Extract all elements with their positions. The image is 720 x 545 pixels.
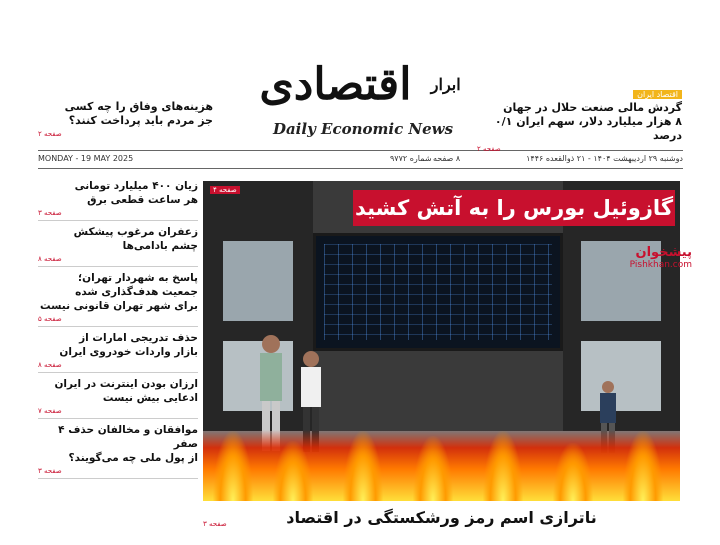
page-ref: صفحه ۲ xyxy=(477,145,501,153)
divider xyxy=(38,168,683,169)
top-left-story[interactable] xyxy=(38,100,213,138)
left-column xyxy=(38,175,198,479)
bottom-headline[interactable]: ناترازی اسم رمز ورشکستگی در اقتصاد xyxy=(286,508,597,527)
headline-line: ۸ هزار میلیارد دلار، سهم ایران ۰/۱ درصد xyxy=(494,115,682,142)
flame xyxy=(483,431,523,501)
page-count: ۸ صفحه xyxy=(433,154,461,163)
top-right-story[interactable] xyxy=(477,82,682,153)
photo-page-ref: صفحه ۴ xyxy=(210,186,240,194)
issue-number: شماره ۹۷۷۲ xyxy=(390,154,432,163)
news-headline-line: پاسخ به شهردار تهران؛ xyxy=(77,272,198,284)
flame xyxy=(623,431,663,501)
stock-board xyxy=(313,233,563,351)
page-ref: صفحه ۵ xyxy=(38,315,62,323)
section-tag: اقتصاد ایران xyxy=(633,90,682,99)
news-headline-line: موافقان و مخالفان حذف ۴ صفر xyxy=(58,424,198,450)
date-fa: دوشنبه ۲۹ اردیبهشت ۱۴۰۴ - ۲۱ ذوالقعده ۱۴۴۶ xyxy=(526,154,683,163)
page-ref: صفحه ۲ xyxy=(38,130,62,138)
news-headline-line: ادعایی بیش نیست xyxy=(102,392,198,404)
news-headline-line: جمعیت هدف‌گذاری شده xyxy=(75,286,198,298)
news-item[interactable] xyxy=(38,221,198,267)
page-ref: صفحه ۸ xyxy=(38,255,62,263)
watermark-fa: پیشخوان xyxy=(635,245,692,260)
masthead-prefix: ابرار xyxy=(430,75,461,94)
masthead-title-fa: اقتصادی xyxy=(259,59,412,110)
stock-board-grid xyxy=(324,244,552,340)
news-headline-line: زیان ۴۰۰ میلیارد تومانی xyxy=(74,180,198,192)
news-headline-line: بازار واردات خودروی ایران xyxy=(59,346,198,358)
masthead-title xyxy=(255,60,465,110)
fire-overlay xyxy=(203,430,680,501)
news-item[interactable] xyxy=(38,267,198,327)
masthead-title-en: Daily Economic News xyxy=(272,120,454,138)
page-ref: صفحه ۳ xyxy=(203,520,227,528)
page-ref: صفحه ۷ xyxy=(38,407,62,415)
flame xyxy=(273,441,313,501)
watermark xyxy=(630,245,692,270)
flame xyxy=(553,443,593,501)
news-headline-line: چشم بادامی‌ها xyxy=(122,240,198,252)
main-headline[interactable]: گازوئیل بورس را به آتش کشید xyxy=(353,190,675,226)
news-item[interactable] xyxy=(38,327,198,373)
news-headline-line: ارزان بودن اینترنت در ایران xyxy=(54,378,198,390)
news-item[interactable] xyxy=(38,419,198,479)
date-en: MONDAY - 19 MAY 2025 xyxy=(38,154,134,163)
page-ref: صفحه ۳ xyxy=(38,209,62,217)
flame xyxy=(213,431,253,501)
headline-line: گردش مالی صنعت حلال در جهان xyxy=(503,101,682,114)
page-ref: صفحه ۳ xyxy=(38,467,62,475)
news-headline-line: برای شهر تهران قانونی نیست xyxy=(39,300,198,312)
news-headline-line: زعفران مرغوب پیشکش xyxy=(73,226,198,238)
news-item[interactable] xyxy=(38,175,198,221)
flame xyxy=(413,436,453,501)
news-headline-line: هر ساعت قطعی برق xyxy=(87,194,198,206)
watermark-en: Pishkhan.com xyxy=(629,260,692,270)
headline-line: جز مردم باید پرداخت کنند؟ xyxy=(68,114,213,127)
flame xyxy=(343,431,383,501)
news-item[interactable] xyxy=(38,373,198,419)
news-headline-line: از پول ملی چه می‌گویند؟ xyxy=(68,452,198,464)
news-headline-line: حذف تدریجی امارات از xyxy=(79,332,198,344)
dateline xyxy=(38,152,683,168)
headline-line: هزینه‌های وفاق را چه کسی xyxy=(64,100,213,113)
page-ref: صفحه ۸ xyxy=(38,361,62,369)
